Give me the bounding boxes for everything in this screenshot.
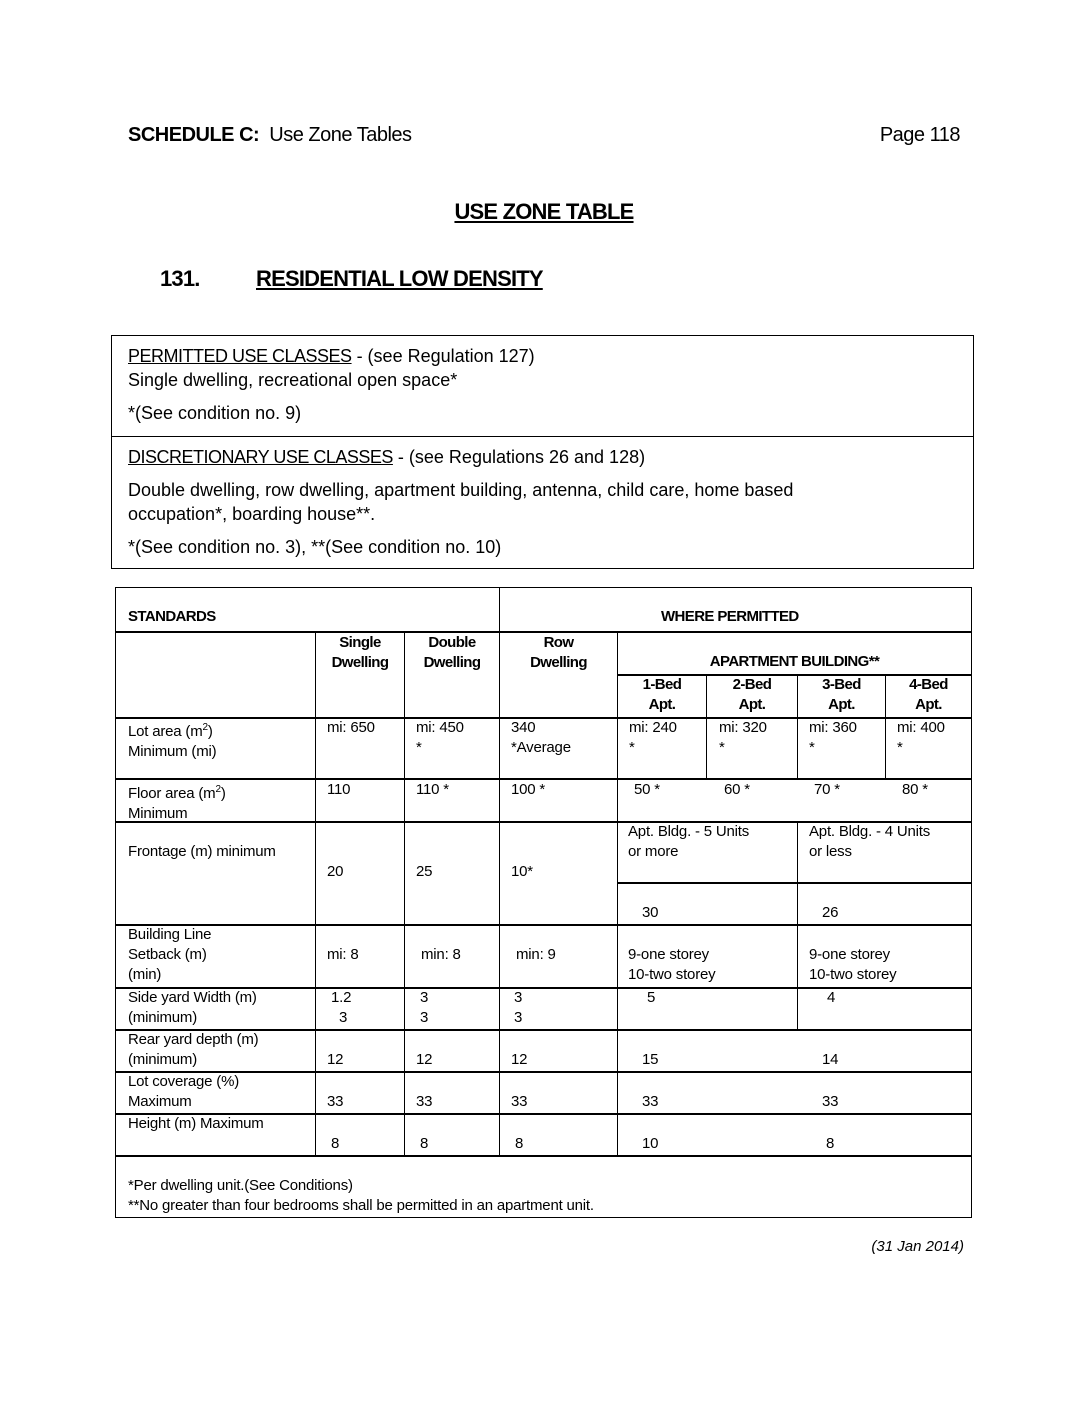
- col-rule: [315, 631, 316, 1155]
- frontage-apt5-label-line2: or more: [628, 843, 679, 860]
- page-number: Page 118: [879, 124, 960, 146]
- schedule-title: Use Zone Tables: [269, 124, 412, 146]
- col-1bed-heading: [618, 675, 706, 715]
- lot-area-3bed-line2: *: [809, 739, 815, 756]
- row-rule: [116, 1071, 971, 1073]
- discretionary-ref: - (see Regulations 26 and 128): [392, 447, 646, 467]
- setback-apt4-line2: 10-two storey: [809, 966, 897, 983]
- lot-coverage-label-line1: Lot coverage (%): [128, 1073, 240, 1090]
- setback-apt5: [628, 945, 715, 985]
- frontage-apt4-label-line2: or less: [809, 843, 852, 860]
- setback-label-line3: (min): [128, 966, 162, 983]
- use-classes-box: [111, 335, 974, 569]
- discretionary-heading: DISCRETIONARY USE CLASSES: [128, 447, 393, 467]
- col-rule: [797, 821, 798, 1029]
- floor-area-label-close: ): [220, 785, 226, 802]
- col-double-heading: [405, 633, 499, 673]
- side-yard-apt5: 5: [647, 989, 656, 1006]
- side-yard-row-line2: 3: [514, 1009, 523, 1026]
- discretionary-note: *(See condition no. 3), **(See condition no. 10): [128, 537, 502, 557]
- frontage-apt5-label: [628, 822, 749, 862]
- col-single-line2: Dwelling: [331, 654, 389, 671]
- height-apt5: 10: [642, 1135, 659, 1152]
- frontage-apt4: 26: [822, 904, 839, 921]
- floor-area-label: [128, 780, 226, 824]
- lot-area-2bed-line1: mi: 320: [719, 719, 767, 736]
- col-double-line1: Double: [428, 634, 476, 651]
- height-double: 8: [420, 1135, 429, 1152]
- lot-area-row-line2: *Average: [511, 739, 571, 756]
- discretionary-uses-1: Double dwelling, row dwelling, apartment building, antenna, child care, home based: [128, 480, 794, 500]
- frontage-apt5-label-line1: Apt. Bldg. - 5 Units: [628, 823, 750, 840]
- setback-apt5-line2: 10-two storey: [628, 966, 716, 983]
- lot-area-1bed-line1: mi: 240: [629, 719, 677, 736]
- lot-area-label-close: ): [207, 723, 213, 740]
- height-apt4: 8: [826, 1135, 835, 1152]
- row-rule: [116, 924, 971, 926]
- side-yard-single-line2: 3: [339, 1009, 348, 1026]
- floor-area-label-text: Floor area (m: [128, 785, 216, 802]
- side-yard-label: [128, 988, 257, 1028]
- frontage-apt5: 30: [642, 904, 659, 921]
- footnote-1: *Per dwelling unit.(See Conditions): [128, 1177, 353, 1194]
- setback-apt4: [809, 945, 896, 985]
- side-yard-apt4: 4: [827, 989, 836, 1006]
- lot-area-single: mi: 650: [327, 719, 375, 736]
- rear-yard-single: 12: [327, 1051, 344, 1068]
- permitted-heading-line: [128, 344, 535, 368]
- col-2bed-line2: Apt.: [738, 696, 766, 713]
- col-rule: [404, 631, 405, 1155]
- frontage-row: 10*: [511, 863, 533, 880]
- apartment-building-heading: APARTMENT BUILDING**: [709, 653, 880, 670]
- lot-coverage-double: 33: [416, 1093, 433, 1110]
- col-single-line1: Single: [339, 634, 381, 651]
- frontage-label: Frontage (m) minimum: [128, 843, 276, 860]
- lot-area-row: [511, 718, 571, 758]
- floor-area-2bed: 60 *: [724, 781, 750, 798]
- col-4bed-line2: Apt.: [915, 696, 942, 713]
- revision-date: (31 Jan 2014): [871, 1238, 964, 1255]
- lot-coverage-label: [128, 1072, 239, 1112]
- height-single: 8: [331, 1135, 340, 1152]
- discretionary-uses-2: occupation*, boarding house**.: [128, 504, 376, 524]
- col-3bed-line1: 3-Bed: [822, 676, 861, 693]
- lot-area-1bed: [629, 718, 677, 758]
- lot-coverage-apt4: 33: [822, 1093, 839, 1110]
- lot-area-3bed-line1: mi: 360: [809, 719, 857, 736]
- col-4bed-heading: [886, 675, 971, 715]
- lot-area-4bed-line2: *: [897, 739, 903, 756]
- footnote-2: **No greater than four bedrooms shall be permitted in an apartment unit.: [128, 1197, 594, 1214]
- rear-yard-label-line2: (minimum): [128, 1051, 198, 1068]
- col-row-line2: Dwelling: [530, 654, 587, 671]
- height-row: 8: [515, 1135, 524, 1152]
- side-yard-double: [420, 988, 428, 1028]
- lot-area-row-line1: 340: [511, 719, 536, 736]
- col-double-line2: Dwelling: [423, 654, 481, 671]
- floor-area-double: 110 *: [416, 781, 449, 798]
- col-rule: [499, 588, 500, 1155]
- lot-area-double-line1: mi: 450: [416, 719, 464, 736]
- lot-coverage-apt5: 33: [642, 1093, 659, 1110]
- rear-yard-row: 12: [511, 1051, 528, 1068]
- col-1bed-line2: Apt.: [648, 696, 676, 713]
- setback-row: min: 9: [516, 946, 556, 963]
- floor-area-label-sup: 2: [215, 784, 221, 795]
- side-yard-single: [331, 988, 351, 1028]
- rear-yard-label: [128, 1030, 258, 1070]
- floor-area-4bed: 80 *: [902, 781, 928, 798]
- lot-area-label-text: Lot area (m: [128, 723, 203, 740]
- side-yard-double-line2: 3: [420, 1009, 429, 1026]
- side-yard-label-line1: Side yard Width (m): [128, 989, 257, 1006]
- lot-area-label-sup: 2: [202, 722, 208, 733]
- row-rule: [617, 882, 971, 884]
- permitted-note: *(See condition no. 9): [128, 403, 302, 423]
- side-yard-double-line1: 3: [420, 989, 429, 1006]
- floor-area-label-line2: Minimum: [128, 805, 188, 822]
- side-yard-single-line1: 1.2: [331, 989, 352, 1006]
- setback-apt5-line1: 9-one storey: [628, 946, 709, 963]
- lot-area-1bed-line2: *: [629, 739, 635, 756]
- permitted-heading: PERMITTED USE CLASSES: [128, 346, 352, 366]
- page-title: USE ZONE TABLE: [454, 199, 634, 224]
- permitted-ref: - (see Regulation 127): [351, 346, 535, 366]
- schedule-header: [128, 124, 412, 147]
- lot-area-double: [416, 718, 464, 758]
- frontage-single: 20: [327, 863, 344, 880]
- rear-yard-double: 12: [416, 1051, 433, 1068]
- rear-yard-apt5: 15: [642, 1051, 659, 1068]
- section-number: 131.: [160, 266, 200, 291]
- side-yard-row: [514, 988, 522, 1028]
- setback-label-line1: Building Line: [128, 926, 212, 943]
- standards-table: [115, 587, 972, 1218]
- row-rule: [116, 1155, 971, 1157]
- col-3bed-line2: Apt.: [828, 696, 855, 713]
- floor-area-1bed: 50 *: [634, 781, 660, 798]
- col-single-heading: [316, 633, 404, 673]
- lot-area-double-line2: *: [416, 739, 422, 756]
- lot-coverage-single: 33: [327, 1093, 344, 1110]
- floor-area-row: 100 *: [511, 781, 546, 798]
- lot-area-2bed-line2: *: [719, 739, 725, 756]
- setback-label-line2: Setback (m): [128, 946, 207, 963]
- lot-area-label-line2: Minimum (mi): [128, 743, 217, 760]
- col-1bed-line1: 1-Bed: [642, 676, 682, 693]
- schedule-label: SCHEDULE C:: [128, 124, 260, 146]
- section-title: RESIDENTIAL LOW DENSITY: [256, 266, 543, 291]
- height-label: Height (m) Maximum: [128, 1115, 264, 1132]
- lot-area-2bed: [719, 718, 767, 758]
- frontage-apt4-label-line1: Apt. Bldg. - 4 Units: [809, 823, 931, 840]
- rear-yard-apt4: 14: [822, 1051, 839, 1068]
- col-row-line1: Row: [543, 634, 574, 651]
- lot-area-3bed: [809, 718, 857, 758]
- setback-double: min: 8: [421, 946, 461, 963]
- lot-coverage-row: 33: [511, 1093, 528, 1110]
- lot-area-4bed: [897, 718, 945, 758]
- setback-single: mi: 8: [327, 946, 359, 963]
- lot-area-4bed-line1: mi: 400: [897, 719, 945, 736]
- rear-yard-label-line1: Rear yard depth (m): [128, 1031, 259, 1048]
- col-row-heading: [500, 633, 617, 673]
- lot-coverage-label-line2: Maximum: [128, 1093, 192, 1110]
- discretionary-heading-line: [128, 445, 645, 469]
- side-yard-row-line1: 3: [514, 989, 523, 1006]
- floor-area-3bed: 70 *: [814, 781, 840, 798]
- lot-area-label: [128, 718, 216, 762]
- side-yard-label-line2: (minimum): [128, 1009, 198, 1026]
- standards-heading: STANDARDS: [128, 608, 216, 625]
- frontage-double: 25: [416, 863, 433, 880]
- col-4bed-line1: 4-Bed: [909, 676, 948, 693]
- setback-apt4-line1: 9-one storey: [809, 946, 890, 963]
- where-permitted-heading: WHERE PERMITTED: [661, 608, 799, 625]
- floor-area-single: 110: [327, 781, 351, 798]
- col-2bed-line1: 2-Bed: [732, 676, 772, 693]
- setback-label: [128, 925, 211, 985]
- col-2bed-heading: [707, 675, 797, 715]
- use-box-divider: [112, 436, 973, 437]
- frontage-apt4-label: [809, 822, 930, 862]
- col-3bed-heading: [798, 675, 885, 715]
- permitted-uses: Single dwelling, recreational open space*: [128, 370, 458, 390]
